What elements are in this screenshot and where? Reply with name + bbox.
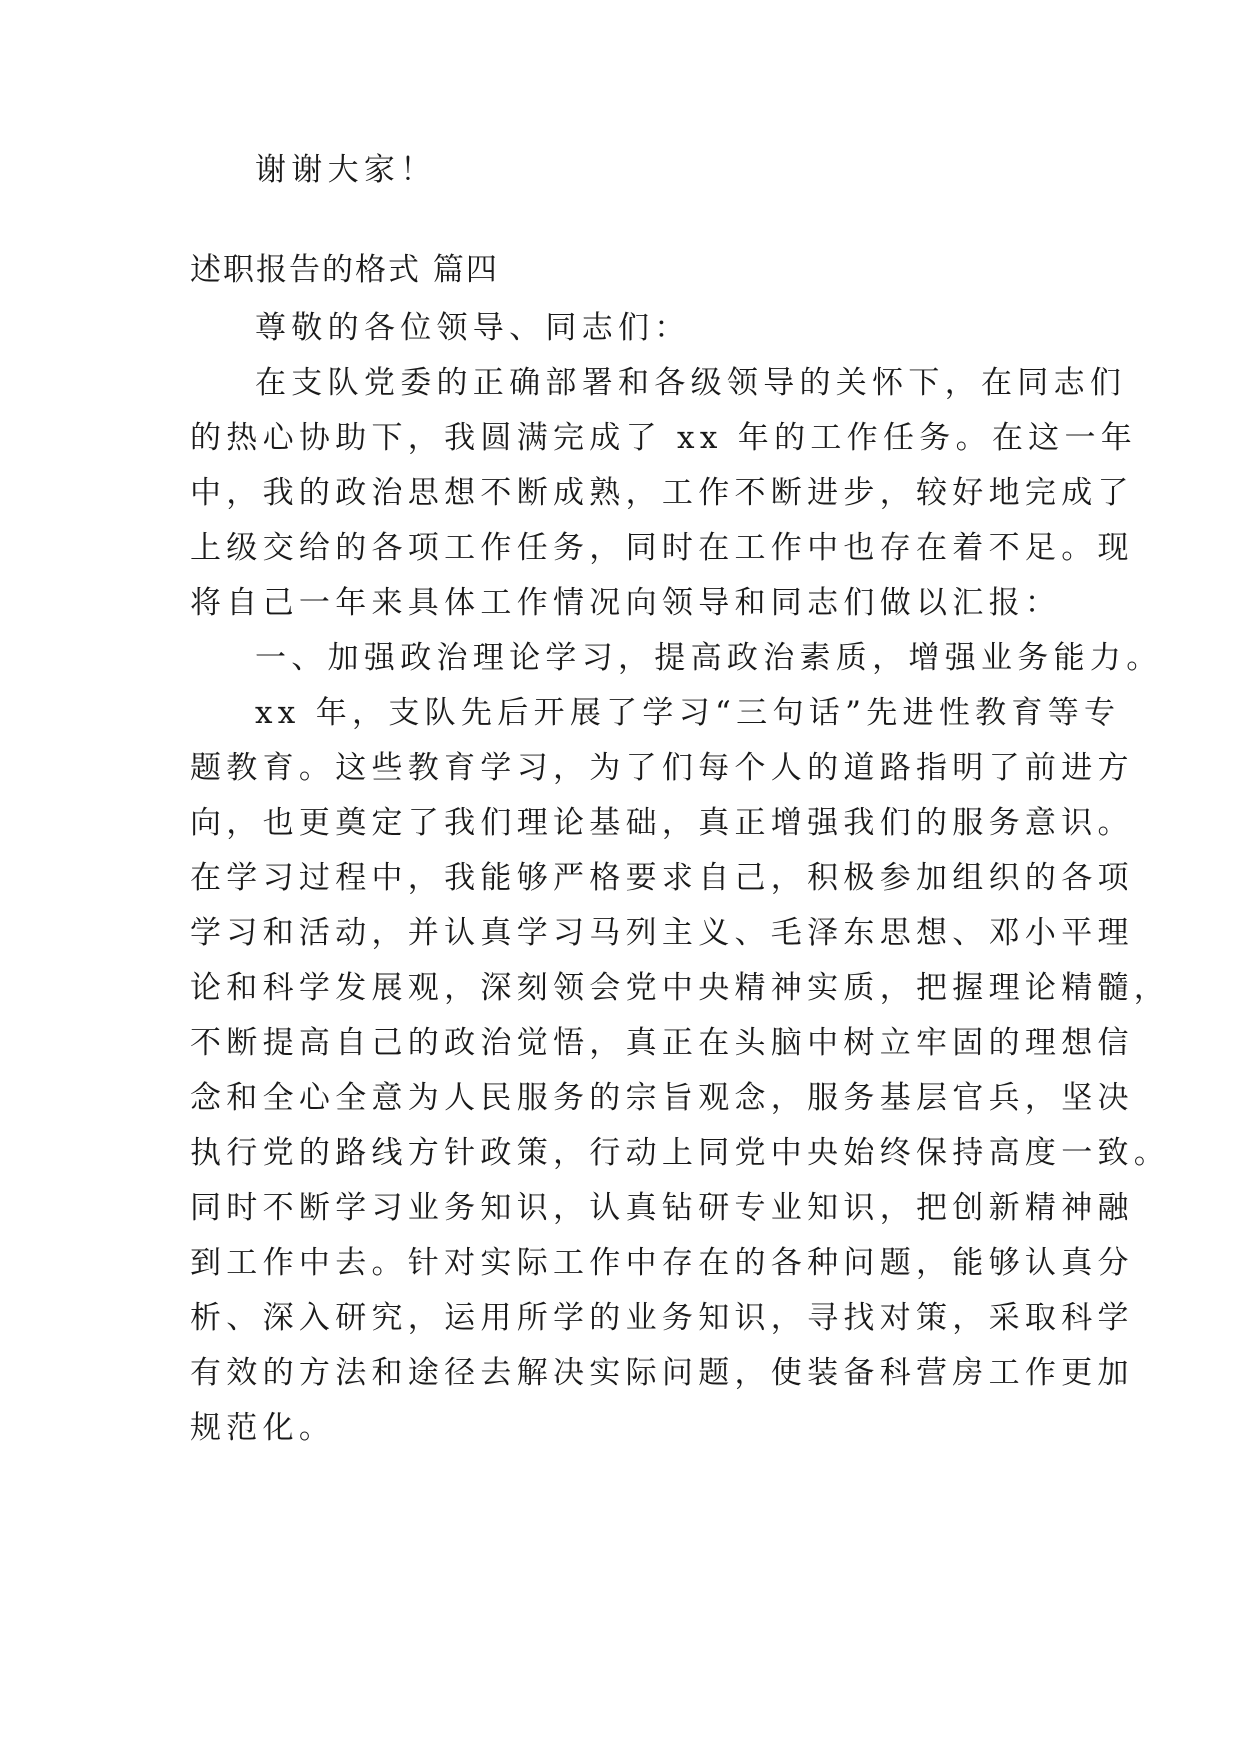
paragraph-line: 在支队党委的正确部署和各级领导的关怀下，在同志们 [255,365,1127,401]
paragraph-line: 同时不断学习业务知识，认真钻研专业知识，把创新精神融 [190,1190,1134,1226]
paragraph-line: 论和科学发展观，深刻领会党中央精神实质，把握理论精髓， [190,970,1171,1006]
paragraph-line: 的热心协助下，我圆满完成了 xx 年的工作任务。在这一年 [190,420,1138,456]
paragraph-line: 到工作中去。针对实际工作中存在的各种问题，能够认真分 [190,1245,1134,1281]
paragraph-line: 中，我的政治思想不断成熟，工作不断进步，较好地完成了 [190,475,1134,511]
paragraph-line: 规范化。 [190,1410,336,1446]
paragraph-line: 上级交给的各项工作任务，同时在工作中也存在着不足。现 [190,530,1134,566]
paragraph-line: 向，也更奠定了我们理论基础，真正增强我们的服务意识。 [190,805,1134,841]
paragraph-line: 有效的方法和途径去解决实际问题，使装备科营房工作更加 [190,1355,1134,1391]
paragraph-line: 不断提高自己的政治觉悟，真正在头脑中树立牢固的理想信 [190,1025,1134,1061]
paragraph-line: 题教育。这些教育学习，为了们每个人的道路指明了前进方 [190,750,1134,786]
section-title: 述职报告的格式 篇四 [190,252,499,288]
paragraph-line: 学习和活动，并认真学习马列主义、毛泽东思想、邓小平理 [190,915,1134,951]
paragraph-line: 将自己一年来具体工作情况向领导和同志们做以汇报： [190,585,1062,621]
paragraph-line: 析、深入研究，运用所学的业务知识，寻找对策，采取科学 [190,1300,1134,1336]
closing-text: 谢谢大家！ [255,152,437,188]
paragraph-line: 执行党的路线方针政策，行动上同党中央始终保持高度一致。 [190,1135,1171,1171]
paragraph-line: 念和全心全意为人民服务的宗旨观念，服务基层官兵，坚决 [190,1080,1134,1116]
paragraph-line: 在学习过程中，我能够严格要求自己，积极参加组织的各项 [190,860,1134,896]
paragraph-line: xx 年，支队先后开展了学习“三句话”先进性教育等专 [255,695,1121,731]
subheading-line: 一、加强政治理论学习，提高政治素质，增强业务能力。 [255,640,1163,676]
salutation: 尊敬的各位领导、同志们： [255,310,691,346]
